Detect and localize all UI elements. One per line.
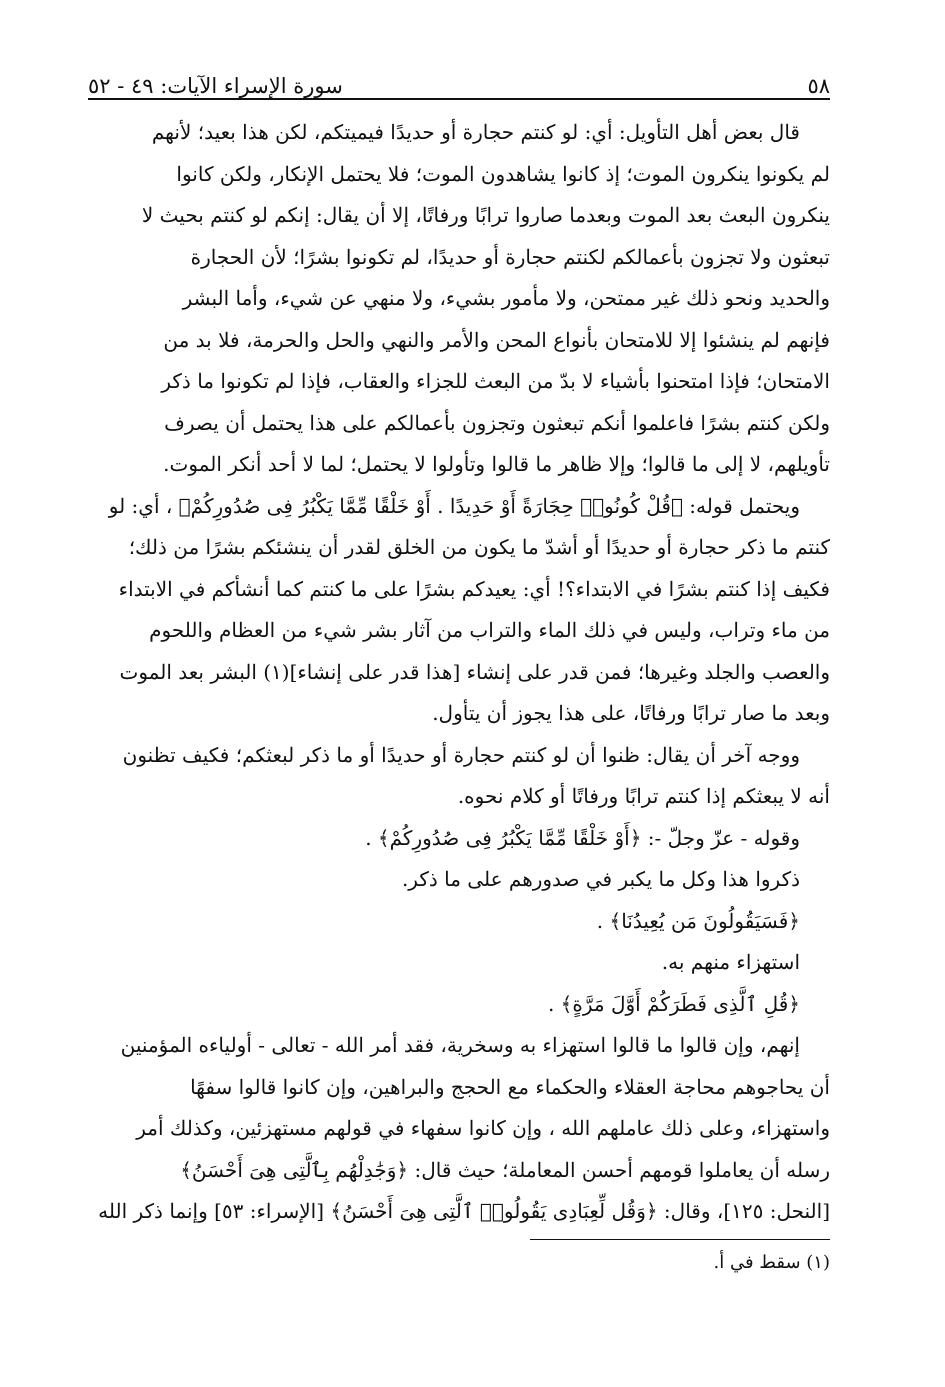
- text-line: والعصب والجلد وغيرها؛ فمن قدر على إنشاء [هذا قدر على إنشاء](١) البشر بعد الموت: [119, 659, 830, 684]
- text-line: كنتم ما ذكر حجارة أو حديدًا أو أشدّ ما يكون من الخلق لقدر أن ينشئكم بشرًا من ذلك؛: [128, 535, 830, 559]
- text-line: ويحتمل قوله: ﴿قُلْ كُونُوا۟ حِجَارَةً أَوْ حَدِيدًا . أَوْ خَلْقًا مِّمَّا يَكْبُرُ فِى صُدُورِكُمْ﴾ ، أي: لو: [108, 493, 800, 518]
- body-text: [88, 112, 830, 1233]
- text-line: الامتحان؛ فإذا امتحنوا بأشياء لا بدّ من البعث للجزاء والعقاب، فإذا لم تكونوا ما ذكر: [161, 369, 830, 393]
- text-line: واستهزاء، وعلى ذلك عاملهم الله ، وإن كانوا سفهاء في قولهم مستهزئين، وكذلك أمر: [136, 1116, 830, 1140]
- text-line: أنه لا يبعثكم إذا كنتم ترابًا ورفاتًا أو كلام نحوه.: [457, 784, 830, 808]
- text-line: إنهم، وإن قالوا ما قالوا استهزاء به وسخرية، فقد أمر الله - تعالى - أولياءه المؤمنين: [120, 1033, 800, 1057]
- text-line: والحديد ونحو ذلك غير ممتحن، ولا مأمور بشيء، ولا منهي عن شيء، وأما البشر: [182, 286, 830, 310]
- text-line: وبعد ما صار ترابًا ورفاتًا، على هذا يجوز أن يتأول.: [432, 701, 830, 725]
- text-line: رسله أن يعاملوا قومهم أحسن المعاملة؛ حيث قال: ﴿وَجَٰدِلْهُم بِٱلَّتِى هِىَ أَحْسَنُ﴾: [180, 1157, 830, 1182]
- text-line: أن يحاجوهم محاجة العقلاء والحكماء مع الحجج والبراهين، وإن كانوا قالوا سفهًا: [190, 1074, 830, 1099]
- text-line: لم يكونوا ينكرون الموت؛ إذ كانوا يشاهدون الموت؛ فلا يحتمل الإنكار، ولكن كانوا: [176, 161, 830, 186]
- text-line: ينكرون البعث بعد الموت وبعدما صاروا ترابًا ورفاتًا، إلا أن يقال: إنكم لو كنتم بحيث لا: [141, 203, 830, 227]
- running-title: سورة الإسراء الآيات: ٤٩ - ٥٢: [88, 74, 343, 98]
- text-line: فإنهم لم ينشئوا إلا للامتحان بأنواع المحن والأمر والنهي والحل والحرمة، فلا بد من: [163, 327, 830, 352]
- text-line: [النحل: ١٢٥]، وقال: ﴿وَقُل لِّعِبَادِى يَقُولُوا۟ ٱلَّتِى هِىَ أَحْسَنُ﴾ [الإسراء: ٥٣] وإنما ذكر الله: [98, 1199, 830, 1223]
- text-line: ووجه آخر أن يقال: ظنوا أن لو كنتم حجارة أو حديدًا أو ما ذكر لبعثكم؛ فكيف تظنون: [122, 742, 800, 767]
- quran-verse: ﴿فَسَيَقُولُونَ مَن يُعِيدُنَا﴾ .: [596, 908, 800, 933]
- text-line: وقوله - عزّ وجلّ -: ﴿أَوْ خَلْقًا مِّمَّا يَكْبُرُ فِى صُدُورِكُمْ﴾ .: [365, 825, 800, 850]
- footnote: (١) سقط في أ.: [713, 1251, 830, 1273]
- header-rule: [88, 98, 830, 100]
- running-header: [88, 58, 830, 98]
- text-line: فكيف إذا كنتم بشرًا في الابتداء؟! أي: يعيدكم بشرًا على ما كنتم كما أنشأكم في الابتداء: [118, 576, 830, 601]
- page: [88, 58, 830, 1278]
- text-line: تأويلهم، لا إلى ما قالوا؛ وإلا ظاهر ما قالوا وتأولوا لا يحتمل؛ لما لا أحد أنكر الموت.: [163, 452, 830, 476]
- text-line: ذكروا هذا وكل ما يكبر في صدورهم على ما ذكر.: [401, 867, 800, 891]
- page-number: ٥٨: [807, 74, 830, 98]
- text-line: من ماء وتراب، وليس في ذلك الماء والتراب من آثار بشر شيء من العظام واللحوم: [149, 618, 830, 642]
- footnote-rule: [530, 1239, 830, 1240]
- text-line: استهزاء منهم به.: [661, 950, 800, 974]
- text-line: قال بعض أهل التأويل: أي: لو كنتم حجارة أو حديدًا فيميتكم، لكن هذا بعيد؛ لأنهم: [151, 120, 800, 144]
- text-line: تبعثون ولا تجزون بأعمالكم لكنتم حجارة أو حديدًا، لم تكونوا بشرًا؛ لأن الحجارة: [190, 244, 830, 269]
- quran-verse: ﴿قُلِ ٱلَّذِى فَطَرَكُمْ أَوَّلَ مَرَّةٍ﴾ .: [547, 991, 800, 1016]
- text-line: ولكن كنتم بشرًا فاعلموا أنكم تبعثون وتجزون بأعمالكم على هذا يحتمل أن يصرف: [164, 410, 830, 435]
